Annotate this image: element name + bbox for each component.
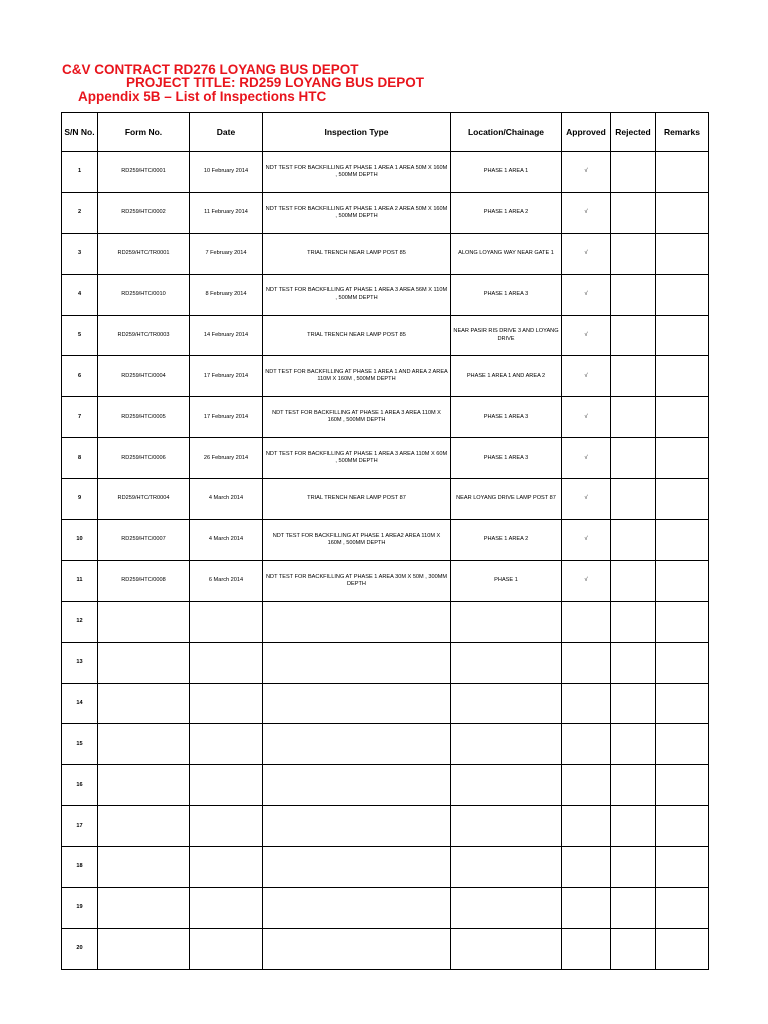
cell-form-no: RD259/HTC/TR0001 (98, 233, 190, 274)
cell-form-no: RD259/HTC/TR0004 (98, 479, 190, 520)
table-row (62, 520, 709, 561)
cell-rejected (611, 152, 656, 193)
cell-approved: √ (562, 356, 611, 397)
cell-location: PHASE 1 AREA 3 (451, 274, 562, 315)
cell-date (190, 888, 263, 929)
table-row (62, 274, 709, 315)
cell-approved: √ (562, 520, 611, 561)
cell-location (451, 928, 562, 969)
cell-inspection-type (263, 724, 451, 765)
cell-sn: 8 (62, 438, 98, 479)
cell-location (451, 888, 562, 929)
cell-location (451, 806, 562, 847)
cell-form-no (98, 847, 190, 888)
cell-inspection-type (263, 888, 451, 929)
cell-location (451, 642, 562, 683)
cell-approved: √ (562, 315, 611, 356)
cell-approved: √ (562, 274, 611, 315)
cell-location (451, 601, 562, 642)
cell-remarks (656, 928, 709, 969)
cell-sn: 2 (62, 192, 98, 233)
cell-form-no (98, 642, 190, 683)
cell-sn: 15 (62, 724, 98, 765)
cell-inspection-type: NDT TEST FOR BACKFILLING AT PHASE 1 AREA 2 AREA 50M X 160M , 500MM DEPTH (263, 192, 451, 233)
cell-form-no (98, 888, 190, 929)
cell-sn: 1 (62, 152, 98, 193)
cell-remarks (656, 888, 709, 929)
table-row (62, 847, 709, 888)
table-row (62, 928, 709, 969)
cell-inspection-type: NDT TEST FOR BACKFILLING AT PHASE 1 AREA 1 AND AREA 2 AREA 110M X 160M , 500MM DEPTH (263, 356, 451, 397)
cell-remarks (656, 192, 709, 233)
cell-date: 4 March 2014 (190, 479, 263, 520)
cell-rejected (611, 806, 656, 847)
cell-approved (562, 601, 611, 642)
cell-date: 14 February 2014 (190, 315, 263, 356)
cell-sn: 10 (62, 520, 98, 561)
cell-date: 4 March 2014 (190, 520, 263, 561)
cell-date: 26 February 2014 (190, 438, 263, 479)
cell-rejected (611, 438, 656, 479)
cell-inspection-type: NDT TEST FOR BACKFILLING AT PHASE 1 AREA 30M X 50M , 300MM DEPTH (263, 560, 451, 601)
cell-approved: √ (562, 438, 611, 479)
cell-approved: √ (562, 397, 611, 438)
cell-rejected (611, 356, 656, 397)
cell-date: 17 February 2014 (190, 356, 263, 397)
cell-rejected (611, 724, 656, 765)
col-header-date: Date (190, 113, 263, 152)
cell-inspection-type: NDT TEST FOR BACKFILLING AT PHASE 1 AREA 1 AREA 50M X 160M , 500MM DEPTH (263, 152, 451, 193)
cell-approved (562, 683, 611, 724)
cell-rejected (611, 847, 656, 888)
cell-remarks (656, 233, 709, 274)
cell-remarks (656, 356, 709, 397)
cell-sn: 17 (62, 806, 98, 847)
cell-form-no (98, 928, 190, 969)
cell-inspection-type (263, 642, 451, 683)
table-row (62, 642, 709, 683)
cell-remarks (656, 601, 709, 642)
cell-approved: √ (562, 560, 611, 601)
cell-form-no (98, 724, 190, 765)
table-row (62, 233, 709, 274)
cell-inspection-type: TRIAL TRENCH NEAR LAMP POST 85 (263, 233, 451, 274)
project-title: PROJECT TITLE: RD259 LOYANG BUS DEPOT (126, 75, 425, 90)
cell-rejected (611, 479, 656, 520)
cell-rejected (611, 192, 656, 233)
col-header-form-no: Form No. (98, 113, 190, 152)
cell-rejected (611, 397, 656, 438)
cell-date (190, 765, 263, 806)
table-row (62, 560, 709, 601)
inspections-table (61, 112, 709, 970)
cell-inspection-type (263, 847, 451, 888)
cell-location: PHASE 1 AREA 2 (451, 192, 562, 233)
cell-form-no (98, 683, 190, 724)
cell-rejected (611, 888, 656, 929)
cell-remarks (656, 806, 709, 847)
cell-sn: 11 (62, 560, 98, 601)
cell-rejected (611, 683, 656, 724)
cell-remarks (656, 642, 709, 683)
cell-location: PHASE 1 AREA 3 (451, 397, 562, 438)
cell-location (451, 765, 562, 806)
cell-remarks (656, 560, 709, 601)
cell-form-no: RD259/HTC/0001 (98, 152, 190, 193)
cell-form-no (98, 765, 190, 806)
cell-location (451, 683, 562, 724)
cell-location: PHASE 1 AREA 3 (451, 438, 562, 479)
col-header-sn: S/N No. (62, 113, 98, 152)
table-row (62, 888, 709, 929)
cell-sn: 3 (62, 233, 98, 274)
cell-form-no: RD259/HTC/0010 (98, 274, 190, 315)
table-row (62, 192, 709, 233)
cell-remarks (656, 724, 709, 765)
cell-approved (562, 888, 611, 929)
appendix-title: Appendix 5B – List of Inspections HTC (78, 89, 327, 104)
cell-sn: 4 (62, 274, 98, 315)
cell-inspection-type: NDT TEST FOR BACKFILLING AT PHASE 1 AREA 3 AREA 110M X 60M , 500MM DEPTH (263, 438, 451, 479)
cell-date: 8 February 2014 (190, 274, 263, 315)
cell-inspection-type (263, 683, 451, 724)
cell-approved: √ (562, 479, 611, 520)
cell-form-no: RD259/HTC/0002 (98, 192, 190, 233)
cell-approved (562, 724, 611, 765)
cell-location: PHASE 1 AREA 1 (451, 152, 562, 193)
cell-approved (562, 806, 611, 847)
table-row (62, 315, 709, 356)
col-header-remarks: Remarks (656, 113, 709, 152)
cell-date (190, 806, 263, 847)
cell-date (190, 847, 263, 888)
col-header-inspection-type: Inspection Type (263, 113, 451, 152)
cell-remarks (656, 397, 709, 438)
table-row (62, 438, 709, 479)
cell-location: PHASE 1 AREA 2 (451, 520, 562, 561)
cell-remarks (656, 438, 709, 479)
cell-remarks (656, 765, 709, 806)
cell-approved (562, 847, 611, 888)
cell-date (190, 601, 263, 642)
cell-sn: 16 (62, 765, 98, 806)
cell-approved: √ (562, 233, 611, 274)
cell-rejected (611, 233, 656, 274)
cell-sn: 13 (62, 642, 98, 683)
cell-remarks (656, 152, 709, 193)
cell-date: 17 February 2014 (190, 397, 263, 438)
cell-sn: 19 (62, 888, 98, 929)
col-header-rejected: Rejected (611, 113, 656, 152)
cell-approved: √ (562, 192, 611, 233)
cell-rejected (611, 315, 656, 356)
cell-date (190, 928, 263, 969)
cell-remarks (656, 683, 709, 724)
cell-date (190, 683, 263, 724)
cell-form-no: RD259/HTC/0005 (98, 397, 190, 438)
cell-inspection-type (263, 928, 451, 969)
cell-date (190, 724, 263, 765)
cell-sn: 14 (62, 683, 98, 724)
cell-date: 7 February 2014 (190, 233, 263, 274)
cell-form-no: RD259/HTC/0007 (98, 520, 190, 561)
cell-sn: 7 (62, 397, 98, 438)
cell-inspection-type: NDT TEST FOR BACKFILLING AT PHASE 1 AREA 3 AREA 110M X 160M , 500MM DEPTH (263, 397, 451, 438)
cell-location: NEAR PASIR RIS DRIVE 3 AND LOYANG DRIVE (451, 315, 562, 356)
table-row (62, 806, 709, 847)
cell-location: ALONG LOYANG WAY NEAR GATE 1 (451, 233, 562, 274)
cell-rejected (611, 928, 656, 969)
cell-date: 11 February 2014 (190, 192, 263, 233)
table-row (62, 356, 709, 397)
cell-form-no: RD259/HTC/0006 (98, 438, 190, 479)
cell-form-no: RD259/HTC/0004 (98, 356, 190, 397)
cell-form-no: RD259/HTC/0008 (98, 560, 190, 601)
cell-location: PHASE 1 (451, 560, 562, 601)
table-row (62, 397, 709, 438)
cell-sn: 12 (62, 601, 98, 642)
cell-remarks (656, 847, 709, 888)
cell-rejected (611, 601, 656, 642)
cell-remarks (656, 274, 709, 315)
cell-date: 10 February 2014 (190, 152, 263, 193)
cell-rejected (611, 560, 656, 601)
cell-remarks (656, 479, 709, 520)
cell-sn: 9 (62, 479, 98, 520)
table-row (62, 601, 709, 642)
table-row (62, 765, 709, 806)
cell-inspection-type: NDT TEST FOR BACKFILLING AT PHASE 1 AREA 3 AREA 56M X 110M , 500MM DEPTH (263, 274, 451, 315)
cell-remarks (656, 315, 709, 356)
cell-location: PHASE 1 AREA 1 AND AREA 2 (451, 356, 562, 397)
cell-inspection-type (263, 806, 451, 847)
cell-date: 6 March 2014 (190, 560, 263, 601)
cell-inspection-type: TRIAL TRENCH NEAR LAMP POST 85 (263, 315, 451, 356)
cell-rejected (611, 274, 656, 315)
cell-approved (562, 928, 611, 969)
cell-date (190, 642, 263, 683)
col-header-location: Location/Chainage (451, 113, 562, 152)
cell-rejected (611, 765, 656, 806)
table-row (62, 152, 709, 193)
cell-inspection-type: NDT TEST FOR BACKFILLING AT PHASE 1 AREA2 AREA 110M X 160M , 500MM DEPTH (263, 520, 451, 561)
cell-sn: 18 (62, 847, 98, 888)
cell-form-no (98, 601, 190, 642)
cell-form-no (98, 806, 190, 847)
table-row (62, 683, 709, 724)
cell-approved (562, 765, 611, 806)
cell-rejected (611, 642, 656, 683)
table-row (62, 724, 709, 765)
cell-sn: 6 (62, 356, 98, 397)
header-row (62, 113, 709, 152)
cell-location: NEAR LOYANG DRIVE LAMP POST 87 (451, 479, 562, 520)
cell-approved (562, 642, 611, 683)
cell-location (451, 724, 562, 765)
cell-remarks (656, 520, 709, 561)
cell-sn: 5 (62, 315, 98, 356)
col-header-approved: Approved (562, 113, 611, 152)
cell-sn: 20 (62, 928, 98, 969)
cell-form-no: RD259/HTC/TR0003 (98, 315, 190, 356)
cell-approved: √ (562, 152, 611, 193)
cell-inspection-type (263, 601, 451, 642)
cell-rejected (611, 520, 656, 561)
cell-location (451, 847, 562, 888)
contract-title: C&V CONTRACT RD276 LOYANG BUS DEPOT (62, 62, 359, 77)
table-row (62, 479, 709, 520)
cell-inspection-type (263, 765, 451, 806)
cell-inspection-type: TRIAL TRENCH NEAR LAMP POST 87 (263, 479, 451, 520)
